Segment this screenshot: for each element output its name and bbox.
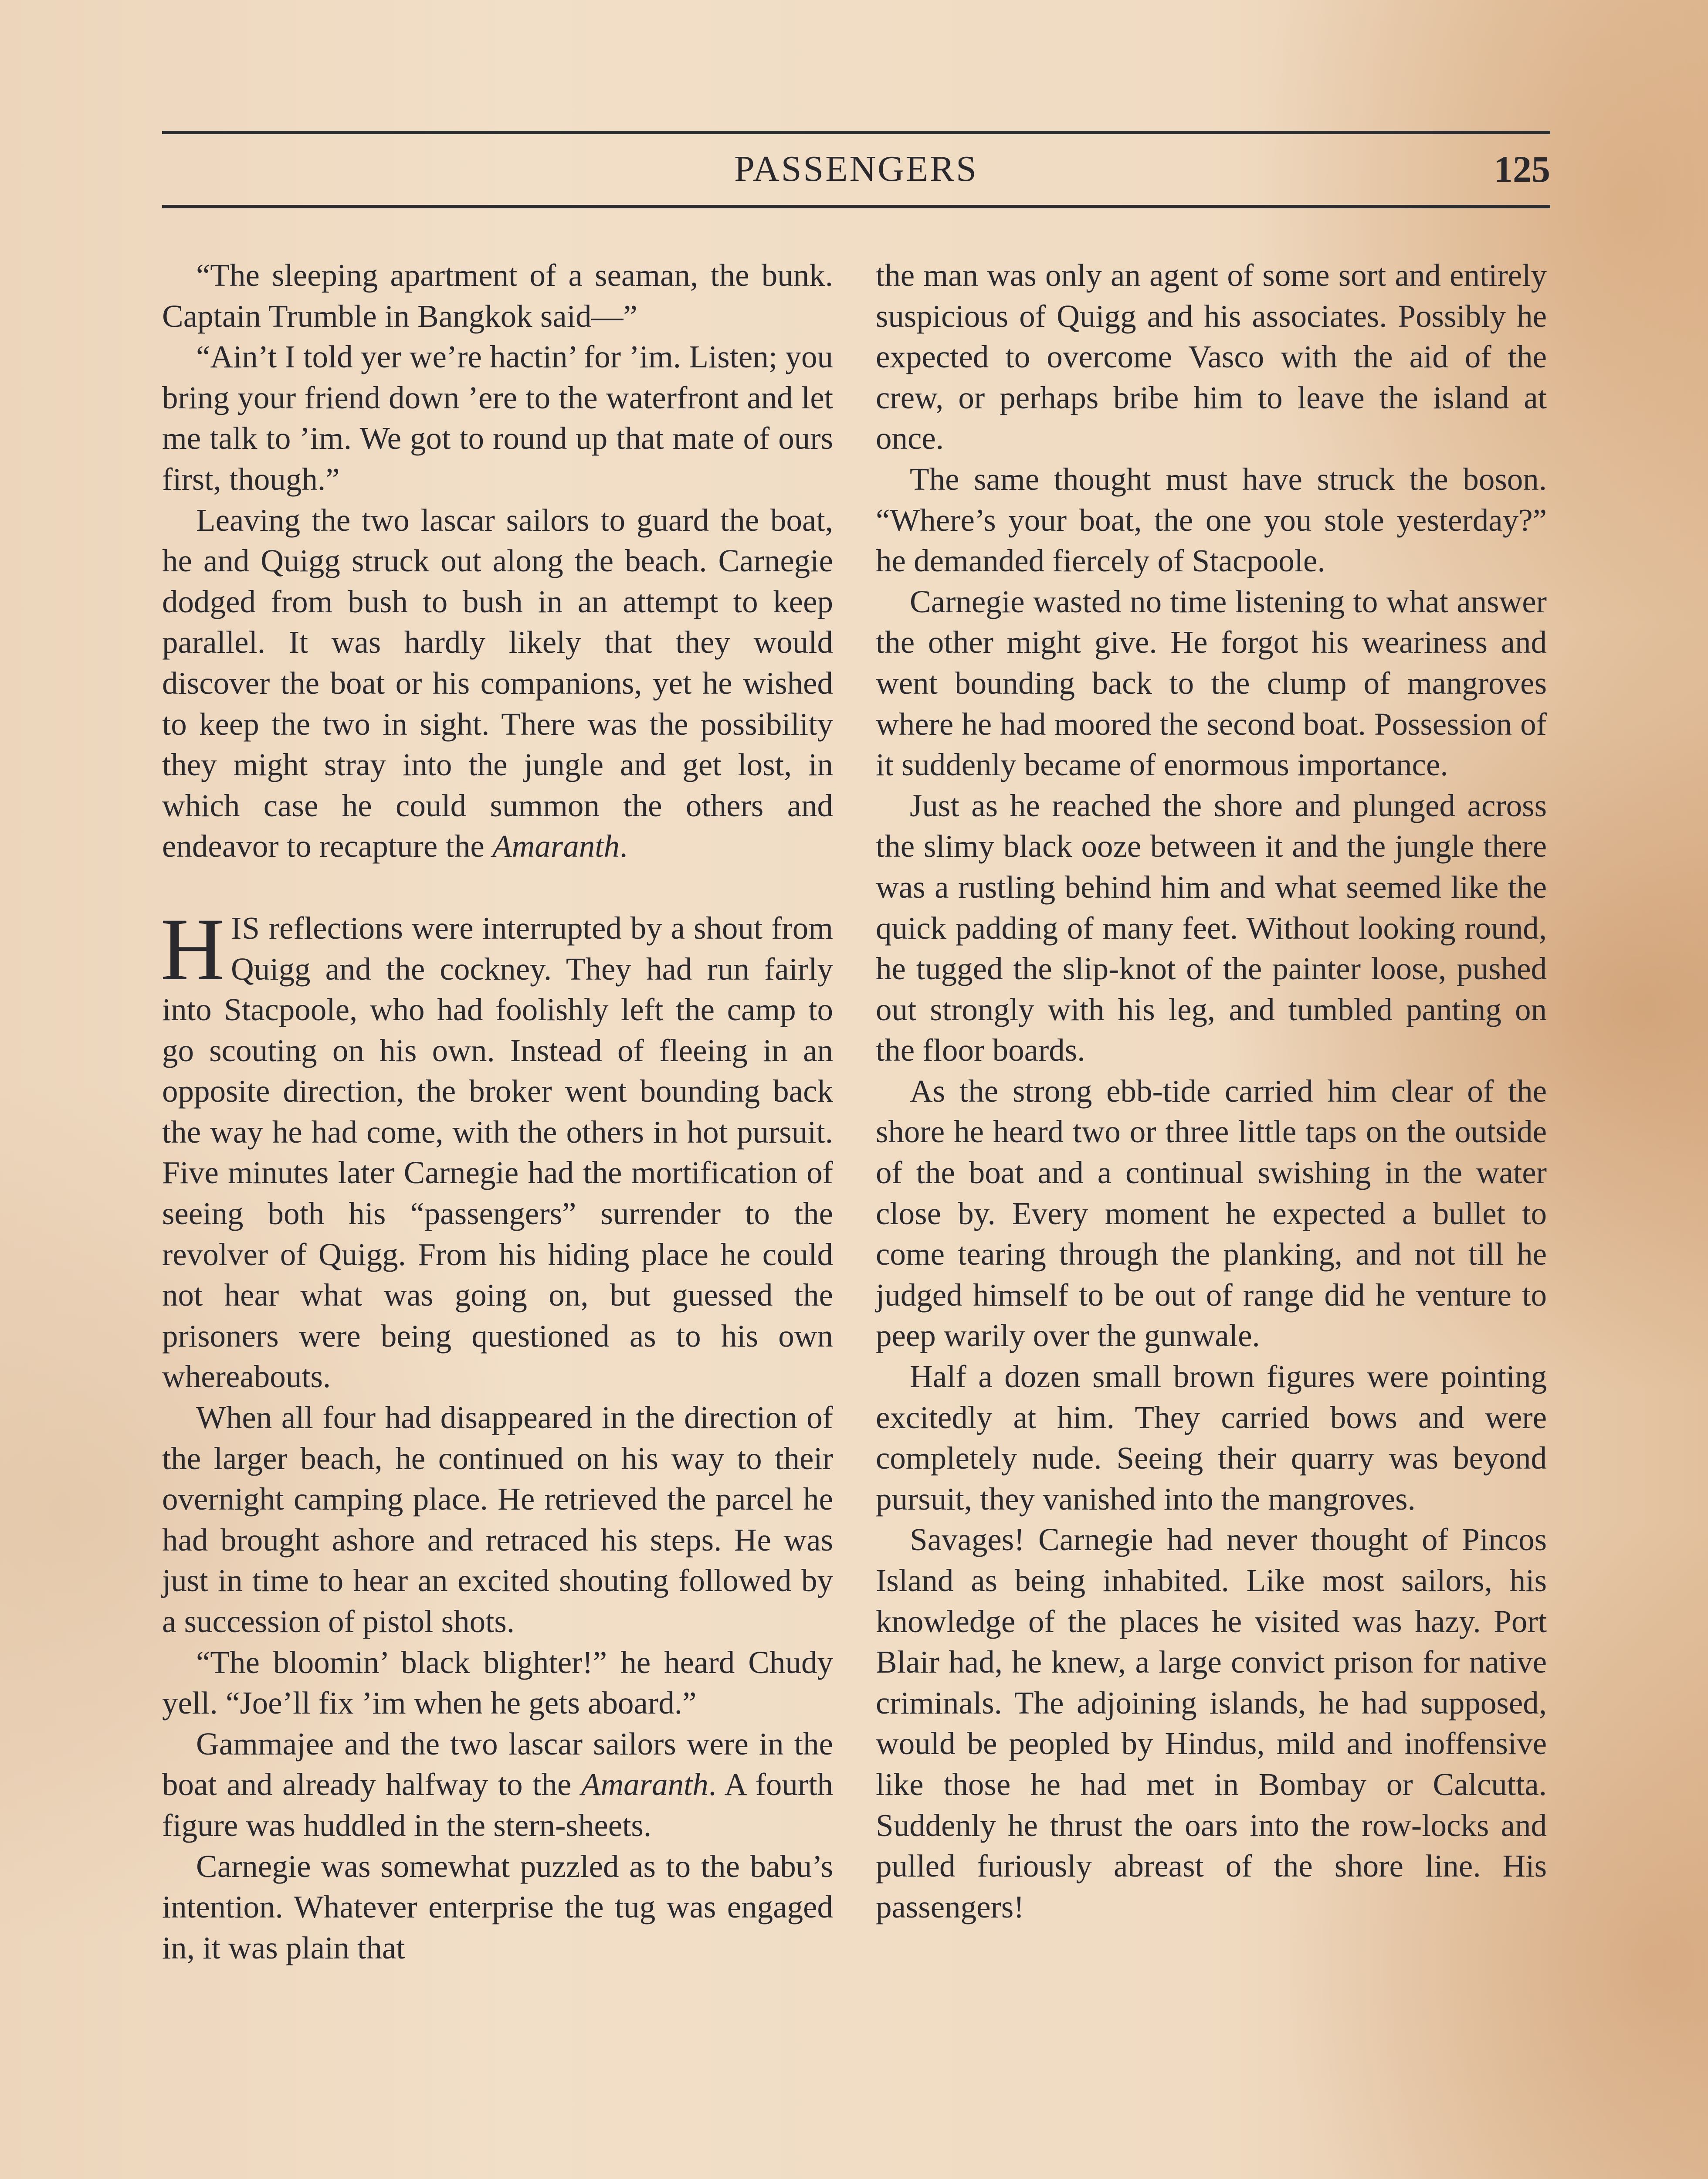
paragraph: [876, 1356, 1547, 1519]
left-text-column: [162, 255, 833, 1968]
paragraph-text: “Ain’t I told yer we’re hactin’ for ’im. Listen; you bring your friend down ’ere to the waterfront and let me talk to ’im. We got to round up that mate of ours first, though.”: [162, 339, 833, 497]
paragraph-text: Carnegie was somewhat puzzled as to the babu’s intention. Whatever enterprise the tug was engaged in, it was plain that: [162, 1848, 833, 1965]
paragraph: [162, 500, 833, 867]
header-bottom-rule: [162, 205, 1550, 208]
paragraph: [162, 1397, 833, 1642]
page-number: 125: [1494, 148, 1550, 190]
paragraph-text: Leaving the two lascar sailors to guard the boat, he and Quigg struck out along the beach. Carnegie dodged from bush to bush in an attempt to keep parallel. It was hardly likely that they would discover the boat or his companions, yet he wished to keep the two in sight. There was the possibility they might stray into the jungle and get lost, in which case he could summon the others and endeavor to recapture the: [162, 502, 833, 864]
continued-paragraph: [876, 255, 1547, 459]
paragraph-text: Savages! Carnegie had never thought of Pincos Island as being inhabited. Like most sailors, his knowledge of the places he visited was hazy. Port Blair had, he knew, a large convict prison for native criminals. The adjoining islands, he had supposed, would be peopled by Hindus, mild and inoffensive like those he had met in Bombay or Calcutta. Suddenly he thrust the oars into the row-locks and pulled furiously abreast of the shore line. His passengers!: [876, 1522, 1547, 1924]
paragraph-text: “The sleeping apartment of a seaman, the bunk. Captain Trumble in Bangkok said—”: [162, 258, 833, 334]
paragraph: [162, 336, 833, 499]
paragraph-text: reflections were interrupted by a shout from Quigg and the cockney. They had run fairly into Stacpoole, who had foolishly left the camp to go scouting on his own. Instead of fleeing in an opposite direction, the broker went bounding back the way he had come, with the others in hot pursuit. Five minutes later Carnegie had the mortification of seeing both his “passengers” surrender to the revolver of Quigg. From his hiding place he could not hear what was going on, but guessed the prisoners were being questioned as to his own whereabouts.: [162, 910, 833, 1395]
paragraph-text: Gammajee and the two lascar sailors were in the boat and already halfway to the: [162, 1726, 833, 1802]
paragraph: [162, 1642, 833, 1724]
paragraph-text: .: [619, 828, 628, 864]
paragraph-text: When all four had disappeared in the direction of the larger beach, he continued on his way to their overnight camping place. He retrieved the parcel he had brought ashore and retraced his steps. He was just in time to hear an excited shouting followed by a succession of pistol shots.: [162, 1400, 833, 1639]
section-opening-paragraph: [160, 899, 833, 1397]
paragraph-text: The same thought must have struck the boson. “Where’s your boat, the one you stole yesterday?” he demanded fiercely of Stacpoole.: [876, 461, 1547, 579]
paragraph-text: Half a dozen small brown figures were pointing excitedly at him. They carried bows and were completely nude. Seeing their quarry was beyond pursuit, they vanished into the mangroves.: [876, 1359, 1547, 1517]
small-caps-lead: IS: [231, 910, 260, 946]
paragraph-text: . A fourth figure was huddled in the stern-sheets.: [162, 1767, 833, 1843]
paragraph-text: the man was only an agent of some sort and entirely suspicious of Quigg and his associates. Possibly he expected to overcome Vasco with the aid of the crew, or perhaps bribe him to leave the island at once.: [876, 258, 1547, 456]
drop-cap-letter: H: [160, 899, 225, 999]
ship-name-italic: Amaranth: [581, 1767, 708, 1802]
paragraph: [876, 581, 1547, 785]
paragraph-text: “The bloomin’ black blighter!” he heard Chudy yell. “Joe’ll fix ’im when he gets aboard.”: [162, 1644, 833, 1721]
right-text-column: [876, 255, 1547, 1927]
paragraph: [162, 255, 833, 336]
header-top-rule: [162, 131, 1550, 134]
running-title: PASSENGERS: [734, 149, 978, 189]
paragraph: [162, 1846, 833, 1969]
paragraph: [876, 459, 1547, 581]
paragraph-text: Carnegie wasted no time listening to what answer the other might give. He forgot his weariness and went bounding back to the clump of mangroves where he had moored the second boat. Possession of it suddenly became of enormous importance.: [876, 584, 1547, 783]
paragraph-text: Just as he reached the shore and plunged across the slimy black ooze between it and the jungle there was a rustling behind him and what seemed like the quick padding of many feet. Without looking round, he tugged the slip-knot of the painter loose, pushed out strongly with his leg, and tumbled panting on the floor boards.: [876, 787, 1547, 1068]
paragraph: [876, 1071, 1547, 1356]
paragraph: [876, 785, 1547, 1071]
paragraph-text: As the strong ebb-tide carried him clear of the shore he heard two or three little taps on the outside of the boat and a continual swishing in the water close by. Every moment he expected a bullet to come tearing through the planking, and not till he judged himself to be out of range did he venture to peep warily over the gunwale.: [876, 1073, 1547, 1354]
ship-name-italic: Amaranth: [492, 828, 620, 864]
paragraph: [876, 1519, 1547, 1927]
paragraph: [162, 1724, 833, 1846]
page-header: [162, 131, 1550, 211]
